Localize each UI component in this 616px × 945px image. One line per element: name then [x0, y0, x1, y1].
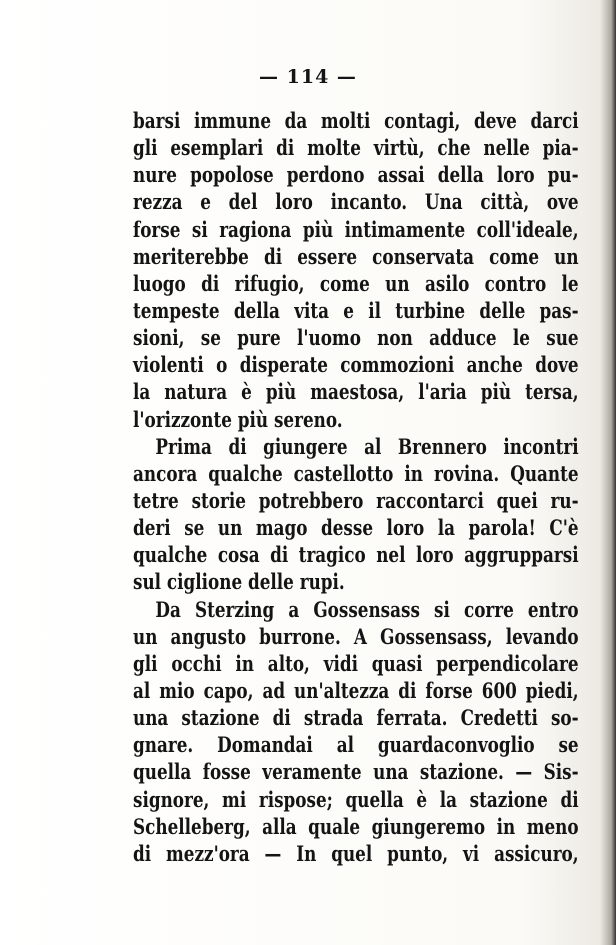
text-line: l'orizzonte più sereno. [133, 406, 343, 432]
text-line: Da Sterzing a Gossensass si corre entro [155, 596, 579, 622]
text-line: al mio capo, ad un'altezza di forse 600 piedi, [133, 677, 579, 703]
text-line: rezza e del loro incanto. Una città, ove [133, 189, 579, 215]
text-line: quella fosse veramente una stazione. — Sis- [133, 759, 579, 785]
text-line: Schelleberg, alla quale giungeremo in meno [133, 813, 579, 839]
text-line: forse si ragiona più intimamente coll'ideale, [133, 216, 579, 242]
text-line: gli esemplari di molte virtù, che nelle pia- [133, 135, 579, 161]
text-line: deri se un mago desse loro la parola! C'è [133, 515, 579, 541]
text-line: barsi immune da molti contagi, deve darci [133, 108, 579, 133]
text-line: Prima di giungere al Brennero incontri [155, 433, 579, 459]
text-line: sul ciglione delle rupi. [133, 569, 345, 595]
text-line: meriterebbe di essere conservata come un [133, 243, 579, 269]
text-line: un angusto burrone. A Gossensass, levando [133, 623, 579, 649]
text-line: sioni, se pure l'uomo non adduce le sue [133, 325, 579, 351]
text-line: luogo di rifugio, come un asilo contro le [133, 270, 579, 296]
text-line: ancora qualche castellotto in rovina. Quante [133, 460, 579, 486]
text-line: una stazione di strada ferrata. Credetti so- [133, 705, 579, 731]
text-line: qualche cosa di tragico nel loro aggrupparsi [133, 542, 579, 568]
text-line: nure popolose perdono assai della loro pu- [133, 162, 579, 188]
text-line: tempeste della vita e il turbine delle pas- [133, 297, 579, 323]
body-text [133, 107, 579, 867]
text-line: gnare. Domandai al guardaconvoglio se [133, 732, 579, 758]
page-number: — 114 — [259, 66, 357, 88]
text-line: violenti o disperate commozioni anche dove [133, 352, 579, 378]
text-line: di mezz'ora — In quel punto, vi assicuro, [133, 840, 579, 866]
page-edge-shadow [600, 0, 616, 945]
text-line: gli occhi in alto, vidi quasi perpendicolare [133, 650, 579, 676]
text-line: tetre storie potrebbero raccontarci quei ru- [133, 487, 579, 513]
text-line: signore, mi rispose; quella è la stazione di [133, 786, 579, 812]
text-line: la natura è più maestosa, l'aria più tersa, [133, 379, 579, 405]
